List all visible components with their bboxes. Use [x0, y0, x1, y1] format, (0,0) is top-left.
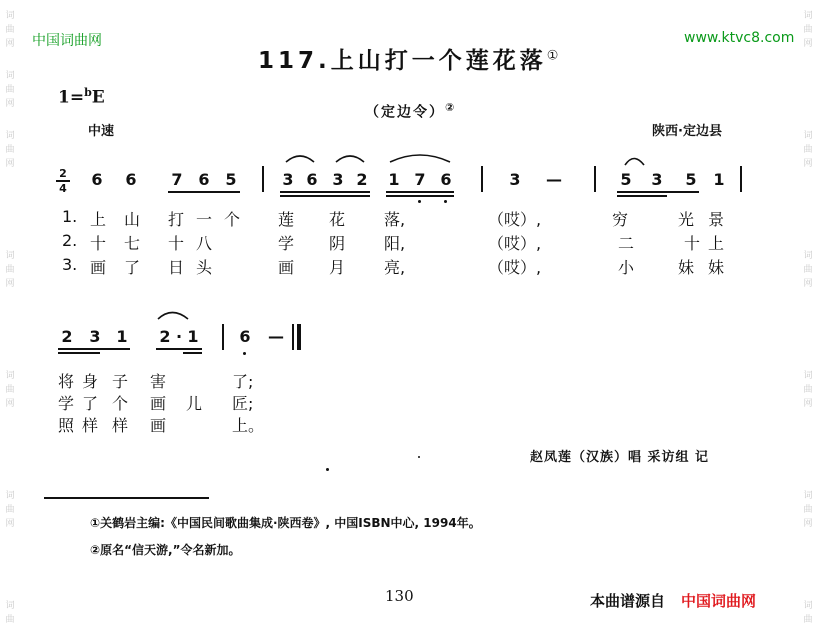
- lyric-interjection: （哎）,: [488, 234, 542, 253]
- note: 1: [187, 327, 199, 346]
- lyric-char: 花: [329, 210, 346, 229]
- lyric-char: 打: [168, 210, 185, 229]
- low-octave-dot: [444, 200, 447, 203]
- source-label: 本曲谱源自: [590, 592, 666, 610]
- slur: [158, 313, 188, 320]
- note: 3: [89, 327, 101, 346]
- key-letter: E: [91, 87, 105, 108]
- eighth-underline: [168, 191, 240, 193]
- time-sig-top: 2: [59, 167, 67, 180]
- lyric-char: 画: [150, 394, 167, 413]
- lyric-char: 上。: [232, 416, 265, 435]
- side-char: 网: [803, 279, 813, 289]
- side-char: 网: [5, 39, 15, 49]
- note: —: [268, 327, 284, 346]
- lyric-char: 个: [112, 394, 129, 413]
- lyric-char: 十: [90, 234, 107, 253]
- note: 3: [332, 170, 344, 189]
- lyric-char: 七: [124, 234, 141, 253]
- note: 1: [116, 327, 128, 346]
- sixteenth-underline: [183, 352, 202, 354]
- lyric-char: 日: [168, 258, 185, 277]
- slur: [625, 159, 644, 166]
- footnote-rule: [44, 497, 209, 499]
- lyric-char: 景: [708, 210, 725, 229]
- lyric-char: 落,: [384, 210, 406, 229]
- sixteenth-underline: [386, 191, 454, 193]
- side-char: 曲: [5, 145, 15, 155]
- lyric-char: 八: [196, 234, 213, 253]
- note: 1: [713, 170, 725, 189]
- lyric-char: 十: [684, 234, 701, 253]
- verse-number: 3.: [62, 255, 78, 274]
- lyric-char: 画: [90, 258, 107, 277]
- side-char: 词: [5, 601, 15, 611]
- side-char: 网: [5, 519, 15, 529]
- side-char: 曲: [5, 85, 15, 95]
- lyric-char: 亮,: [384, 258, 406, 277]
- site-watermark-left: 中国词曲网: [32, 33, 102, 49]
- note: 3: [651, 170, 663, 189]
- title-footnote-mark: ①: [546, 48, 559, 64]
- lyric-char: 匠;: [232, 394, 254, 413]
- bar-line: [740, 166, 742, 192]
- side-char: 网: [5, 279, 15, 289]
- note: 6: [125, 170, 137, 189]
- side-char: 网: [803, 399, 813, 409]
- lyric-char: 妹: [678, 258, 695, 277]
- lyric-char: 了;: [232, 372, 254, 391]
- lyric-char: 了: [82, 394, 99, 413]
- subtitle-text: （定边令）: [365, 104, 445, 121]
- eighth-underline: [156, 348, 202, 350]
- side-char: 曲: [5, 385, 15, 395]
- side-char: 词: [5, 251, 15, 261]
- note: 2: [159, 327, 171, 346]
- footnote-1: ①关鹤岩主编:《中国民间歌曲集成·陕西卷》, 中国ISBN中心, 1994年。: [90, 516, 481, 530]
- side-char: 词: [803, 371, 813, 381]
- side-char: 词: [803, 251, 813, 261]
- lyric-char: 学: [58, 394, 75, 413]
- speck: [418, 456, 420, 458]
- footnote-2: ②原名“信天游,”令名新加。: [90, 543, 241, 557]
- note: 6: [198, 170, 210, 189]
- lyric-char: 儿: [186, 394, 203, 413]
- slur: [286, 156, 314, 162]
- note: 7: [414, 170, 426, 189]
- lyric-char: 学: [278, 234, 295, 253]
- lyric-char: 山: [124, 210, 141, 229]
- side-char: 曲: [803, 615, 813, 625]
- lyric-char: 月: [329, 258, 346, 277]
- note: 7: [171, 170, 183, 189]
- low-octave-dot: [243, 352, 246, 355]
- key-prefix: 1=: [58, 87, 85, 108]
- side-char: 网: [5, 159, 15, 169]
- lyric-char: 光: [678, 210, 695, 229]
- side-char: 网: [803, 159, 813, 169]
- slur: [336, 156, 364, 162]
- side-char: 网: [803, 39, 813, 49]
- note: —: [546, 170, 562, 189]
- eighth-underline: [617, 191, 699, 193]
- side-char: 曲: [803, 145, 813, 155]
- lyric-interjection: （哎）,: [488, 258, 542, 277]
- side-char: 词: [5, 131, 15, 141]
- performer-credit: 赵凤莲（汉族）唱 采访组 记: [530, 450, 710, 465]
- lyric-char: 阴: [329, 234, 346, 253]
- side-char: 曲: [5, 505, 15, 515]
- bar-line: [481, 166, 483, 192]
- note: 5: [685, 170, 697, 189]
- note: 3: [282, 170, 294, 189]
- sixteenth-underline: [617, 195, 667, 197]
- note: 6: [91, 170, 103, 189]
- side-char: 曲: [803, 385, 813, 395]
- lyric-char: 上: [708, 234, 725, 253]
- note: 6: [306, 170, 318, 189]
- side-char: 词: [803, 131, 813, 141]
- bar-line: [222, 324, 224, 350]
- slur: [390, 155, 450, 162]
- lyric-char: 了: [124, 258, 141, 277]
- note: 6: [239, 327, 251, 346]
- lyric-char: 一: [196, 210, 213, 229]
- note: 1: [388, 170, 400, 189]
- lyric-char: 画: [150, 416, 167, 435]
- source-line: [590, 590, 756, 611]
- side-char: 词: [5, 491, 15, 501]
- side-char: 曲: [803, 25, 813, 35]
- lyric-char: 子: [112, 372, 129, 391]
- lyric-char: 害: [150, 372, 167, 391]
- lyric-char: 头: [196, 258, 213, 277]
- side-char: 网: [803, 519, 813, 529]
- sixteenth-underline: [280, 191, 370, 193]
- song-region: 陕西·定边县: [652, 124, 722, 139]
- low-octave-dot: [418, 200, 421, 203]
- bar-line: [594, 166, 596, 192]
- side-char: 词: [803, 601, 813, 611]
- subtitle-footnote-mark: ②: [445, 101, 457, 114]
- site-watermark-right: www.ktvc8.com: [684, 30, 795, 46]
- lyric-char: 十: [168, 234, 185, 253]
- side-char: 词: [5, 371, 15, 381]
- verse-number: 1.: [62, 207, 78, 226]
- side-char: 词: [803, 491, 813, 501]
- lyric-char: 二: [618, 234, 635, 253]
- note: 2: [356, 170, 368, 189]
- sixteenth-underline: [386, 195, 454, 197]
- sixteenth-underline: [280, 195, 370, 197]
- lyric-char: 样: [112, 416, 129, 435]
- note: 2: [61, 327, 73, 346]
- title-text: 117.上山打一个莲花落: [258, 48, 547, 74]
- lyric-char: 莲: [278, 210, 295, 229]
- key-flat: b: [84, 86, 92, 99]
- bar-line: [262, 166, 264, 192]
- lyric-char: 样: [82, 416, 99, 435]
- side-char: 词: [5, 11, 15, 21]
- final-bar-thin: [292, 324, 294, 350]
- side-char: 曲: [803, 265, 813, 275]
- lyric-char: 将: [58, 372, 75, 391]
- lyric-char: 照: [58, 416, 75, 435]
- lyric-char: 小: [618, 258, 635, 277]
- note: 3: [509, 170, 521, 189]
- side-char: 网: [5, 399, 15, 409]
- note: 6: [440, 170, 452, 189]
- note: 5: [225, 170, 237, 189]
- lyric-char: 上: [90, 210, 107, 229]
- note: 5: [620, 170, 632, 189]
- side-char: 词: [803, 11, 813, 21]
- lyric-char: 个: [224, 210, 241, 229]
- side-char: 词: [5, 71, 15, 81]
- lyric-char: 画: [278, 258, 295, 277]
- speck: [326, 468, 329, 471]
- eighth-underline: [58, 348, 130, 350]
- side-char: 曲: [5, 265, 15, 275]
- lyric-char: 穷: [612, 210, 629, 229]
- tempo-marking: 中速: [88, 124, 115, 139]
- side-char: 曲: [5, 615, 15, 625]
- final-bar-thick: [297, 324, 301, 350]
- lyric-char: 阳,: [384, 234, 406, 253]
- sixteenth-underline: [58, 352, 100, 354]
- lyric-char: 妹: [708, 258, 725, 277]
- page-number: 130: [385, 587, 414, 605]
- side-char: 曲: [803, 505, 813, 515]
- side-char: 网: [5, 99, 15, 109]
- verse-number: 2.: [62, 231, 78, 250]
- source-site: 中国词曲网: [681, 592, 757, 610]
- lyric-char: 身: [82, 372, 99, 391]
- time-sig-bottom: 4: [59, 182, 67, 195]
- side-char: 曲: [5, 25, 15, 35]
- lyric-interjection: （哎）,: [488, 210, 542, 229]
- note-dot: ·: [175, 327, 183, 346]
